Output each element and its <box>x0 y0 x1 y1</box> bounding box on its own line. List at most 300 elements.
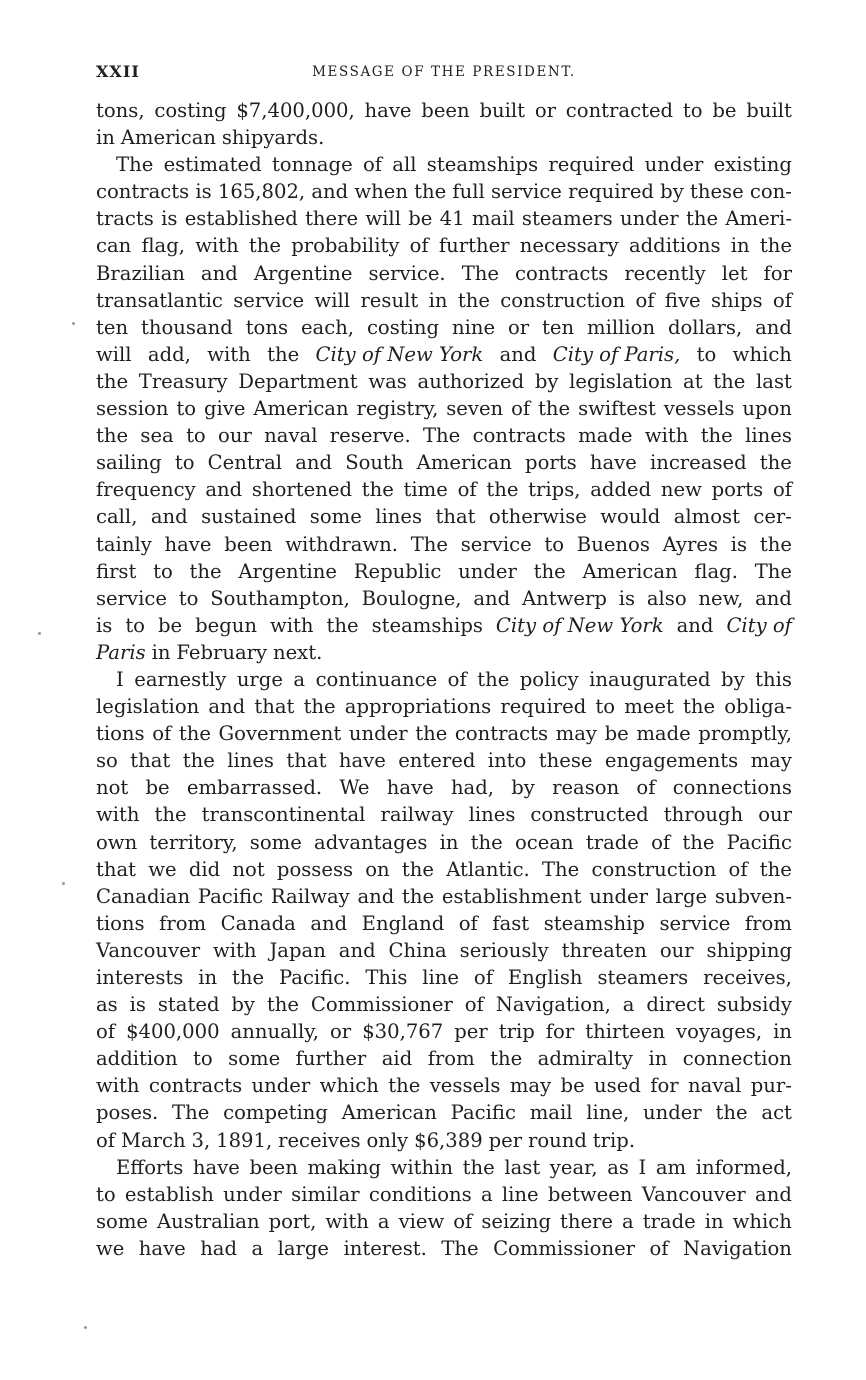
word: from <box>427 1047 475 1071</box>
word: connections <box>672 776 792 800</box>
word: of <box>728 857 748 881</box>
word: Vancouver <box>96 938 201 962</box>
text-line <box>96 205 792 232</box>
text-line <box>96 178 792 205</box>
text-line <box>96 1154 792 1181</box>
word: of <box>453 1209 473 1233</box>
word: of <box>651 830 671 854</box>
word: Vancouver <box>641 1182 746 1206</box>
word: lines <box>468 803 516 827</box>
word: advantages <box>314 830 428 854</box>
word: all <box>392 153 417 177</box>
word: and <box>755 586 792 610</box>
word: City of <box>726 613 792 637</box>
word: tonnage <box>271 153 353 177</box>
word: that <box>286 749 327 773</box>
word: is <box>618 586 636 610</box>
word: new <box>660 478 702 502</box>
word: with <box>213 938 257 962</box>
word: we <box>96 1236 125 1260</box>
text-line <box>96 883 792 910</box>
word: addition <box>96 1047 178 1071</box>
word: American <box>341 1101 437 1125</box>
word: that <box>130 749 171 773</box>
word: ports <box>525 451 577 475</box>
word: thirteen <box>585 1020 666 1044</box>
word: Pacific. <box>278 966 351 989</box>
word: earnestly <box>134 667 227 691</box>
word: and <box>357 884 395 908</box>
word: with <box>270 613 314 637</box>
word: add, <box>147 342 191 366</box>
word: each, <box>300 315 355 339</box>
word: our <box>659 938 694 962</box>
word: The <box>461 261 499 285</box>
word: stated <box>157 993 220 1017</box>
word: contracts <box>96 180 190 204</box>
text-line <box>96 991 792 1018</box>
word: Pacific <box>726 830 792 854</box>
word: the <box>759 234 792 258</box>
word: the <box>96 424 129 448</box>
word: registry, <box>356 397 439 421</box>
word: continuance <box>315 667 438 691</box>
word: and <box>755 315 792 339</box>
word: have <box>164 532 212 556</box>
word: England <box>361 911 445 935</box>
word: under <box>644 153 704 177</box>
word: I <box>638 1155 647 1179</box>
word: by <box>231 993 255 1017</box>
word: the <box>538 397 571 421</box>
word: for <box>650 1074 679 1098</box>
word: to <box>125 613 145 637</box>
word: some <box>96 1209 149 1233</box>
word: the <box>248 234 281 258</box>
word: receives, <box>703 966 792 989</box>
word: view <box>398 1209 445 1233</box>
word: costing <box>154 99 227 122</box>
word: service <box>96 586 167 610</box>
word: March <box>120 1128 186 1152</box>
word: through <box>663 803 744 827</box>
word: and <box>676 613 714 637</box>
word: required <box>548 153 635 177</box>
word: and <box>208 695 246 719</box>
word: the <box>388 1074 421 1098</box>
word: trips, <box>528 478 581 502</box>
word: begun <box>195 613 258 637</box>
word: shipping <box>706 938 792 962</box>
word: contracted <box>565 99 674 122</box>
word: 165,802, <box>217 180 306 204</box>
word: of <box>473 966 493 989</box>
word: a <box>622 993 635 1017</box>
word: some <box>228 1047 281 1071</box>
word: the <box>154 803 187 827</box>
word: the <box>266 993 299 1017</box>
word: mail <box>471 207 515 231</box>
word: a <box>251 1236 264 1260</box>
word: act <box>761 1101 792 1125</box>
word: of <box>362 153 383 177</box>
word: Commissioner <box>493 1236 636 1260</box>
word: making <box>307 1155 382 1179</box>
word: tons, <box>96 99 145 122</box>
word: of <box>447 667 467 691</box>
word: large <box>277 1236 330 1260</box>
word: be <box>408 207 433 231</box>
text-line <box>96 1181 792 1208</box>
word: established <box>184 207 298 231</box>
word: the <box>759 532 792 556</box>
word: entered <box>398 749 476 773</box>
word: lines <box>745 424 792 448</box>
word: is <box>96 613 113 637</box>
word: the <box>759 857 792 881</box>
text-line <box>96 720 792 747</box>
body-text <box>96 97 792 1262</box>
word: threaten <box>561 938 647 962</box>
word: may <box>555 722 598 746</box>
word: was <box>368 369 407 393</box>
word: be <box>604 722 629 746</box>
text-line <box>96 368 792 395</box>
word: last <box>504 1155 541 1179</box>
word: under <box>458 559 517 583</box>
word: with <box>644 424 689 448</box>
word: may <box>750 749 792 773</box>
word: The <box>541 857 580 881</box>
word: the <box>361 478 394 502</box>
word: lines <box>375 505 423 529</box>
word: vessels <box>429 1074 501 1098</box>
word: further <box>295 1047 367 1071</box>
word: tons <box>245 315 289 339</box>
word: to <box>178 586 199 610</box>
word: some <box>249 830 302 854</box>
word: further <box>438 234 510 258</box>
paper-speck <box>62 882 65 885</box>
word: promptly, <box>698 722 792 746</box>
word: on <box>365 857 390 881</box>
word: may <box>509 1074 552 1098</box>
word: poses. <box>96 1101 159 1125</box>
text-line <box>96 449 792 476</box>
word: flag. <box>694 559 738 583</box>
word: embarrassed. <box>186 776 323 800</box>
word: City of New York <box>315 342 484 366</box>
word: will <box>365 207 401 231</box>
word: that <box>96 857 137 881</box>
word: had, <box>450 776 495 800</box>
word: line, <box>586 1101 630 1125</box>
word: additions <box>628 234 721 258</box>
word: with <box>96 1074 140 1098</box>
word: to <box>186 424 206 448</box>
word: there <box>559 1209 614 1233</box>
word: and <box>473 586 511 610</box>
word: been <box>224 532 273 556</box>
word: Canadian <box>96 884 191 908</box>
word: of <box>772 288 792 312</box>
word: the <box>96 369 129 393</box>
word: per <box>454 1020 488 1044</box>
word: have <box>589 451 637 475</box>
word: fast <box>492 911 530 935</box>
word: Republic <box>353 559 442 583</box>
word: nine <box>451 315 496 339</box>
word: the <box>486 478 519 502</box>
word: construction <box>591 857 717 881</box>
word: been <box>421 99 470 122</box>
word: the <box>715 1101 748 1125</box>
word: the <box>477 667 510 691</box>
word: policy <box>519 667 579 691</box>
word: to <box>176 397 197 421</box>
word: and <box>311 180 349 204</box>
text-line <box>96 1208 792 1235</box>
word: service <box>490 180 562 204</box>
word: interest. <box>343 1236 427 1260</box>
word: is <box>161 207 178 231</box>
text-line <box>96 1127 792 1154</box>
word: Japan <box>269 938 326 962</box>
word: inaugurated <box>589 667 711 691</box>
word: voyages, <box>676 1020 763 1044</box>
word: ships <box>711 288 763 312</box>
word: con- <box>749 180 792 204</box>
word: would <box>600 505 661 529</box>
text-line <box>96 232 792 259</box>
word: subsidy <box>716 993 792 1017</box>
word: The <box>410 532 449 556</box>
word: shortened <box>251 478 352 502</box>
text-line <box>96 476 792 503</box>
word: our <box>218 424 252 448</box>
word: the <box>401 857 434 881</box>
word: from <box>744 911 792 935</box>
word: the <box>683 695 716 719</box>
word: 3, <box>191 1128 211 1152</box>
word: $30,767 <box>362 1020 444 1044</box>
text-line <box>96 287 792 314</box>
word: to <box>696 342 717 366</box>
word: Railway <box>270 884 350 908</box>
word: Canada <box>220 911 296 935</box>
word: of <box>636 776 656 800</box>
word: Paris <box>96 640 146 664</box>
word: can <box>96 234 132 258</box>
word: The <box>172 1101 210 1125</box>
word: interests <box>96 966 184 989</box>
word: conditions <box>368 1182 472 1206</box>
word: of <box>96 1128 116 1152</box>
word: informed, <box>695 1155 792 1179</box>
word: February <box>176 640 268 664</box>
word: the <box>303 695 336 719</box>
word: Navigation, <box>495 993 611 1017</box>
word: and <box>205 478 243 502</box>
word: similar <box>291 1182 360 1206</box>
word: thousand <box>140 315 233 339</box>
word: did <box>188 857 221 881</box>
word: China <box>388 938 447 962</box>
word: cer- <box>753 505 792 529</box>
word: increased <box>649 451 747 475</box>
word: not <box>96 776 129 800</box>
word: construction <box>500 288 626 312</box>
word: session <box>96 397 169 421</box>
word: of <box>635 288 655 312</box>
word: also <box>646 586 687 610</box>
text-line <box>96 774 792 801</box>
word: between <box>547 1182 633 1206</box>
word: with <box>195 234 239 258</box>
word: sustained <box>201 505 297 529</box>
word: steamships <box>426 153 539 177</box>
word: of <box>649 1236 669 1260</box>
word: This <box>365 966 408 989</box>
text-line <box>96 612 792 639</box>
word: service <box>460 532 532 556</box>
word: that <box>435 505 476 529</box>
text-line <box>96 531 792 558</box>
word: tions <box>96 722 145 746</box>
word: Southampton, <box>210 586 350 610</box>
word: have <box>338 749 386 773</box>
word: competing <box>223 1101 328 1125</box>
word: seven <box>446 397 504 421</box>
word: with <box>96 803 140 827</box>
running-head: MESSAGE OF THE PRESIDENT. <box>312 64 576 80</box>
word: pur- <box>750 1074 792 1098</box>
word: frequency <box>96 478 196 502</box>
word: trade <box>642 1209 696 1233</box>
word: swiftest <box>578 397 656 421</box>
word: of <box>464 993 484 1017</box>
word: year, <box>549 1155 598 1179</box>
word: Antwerp <box>521 586 607 610</box>
word: seriously <box>459 938 549 962</box>
word: tainly <box>96 532 152 556</box>
word: under <box>589 884 648 908</box>
word: $7,400,000, <box>236 99 355 122</box>
word: a <box>622 1209 634 1233</box>
text-line <box>96 341 792 368</box>
word: these <box>689 180 744 204</box>
word: the <box>686 207 719 231</box>
word: reason <box>552 776 620 800</box>
word: the <box>462 1155 495 1179</box>
word: direct <box>646 993 705 1017</box>
word: the <box>470 830 503 854</box>
word: for <box>545 1020 575 1044</box>
word: ocean <box>514 830 574 854</box>
text-line <box>96 937 792 964</box>
word: or <box>330 1020 352 1044</box>
text-line <box>96 910 792 937</box>
word: next. <box>272 640 323 664</box>
text-line <box>96 422 792 449</box>
word: in <box>428 288 448 312</box>
word: which <box>732 342 792 366</box>
word: time <box>403 478 448 502</box>
word: Brazilian <box>96 261 185 285</box>
word: to <box>544 532 565 556</box>
word: costing <box>366 315 440 339</box>
word: flag, <box>141 234 185 258</box>
word: the <box>178 722 211 746</box>
word: be <box>157 613 183 637</box>
word: 41 <box>439 207 465 231</box>
word: into <box>487 749 527 773</box>
word: legislation <box>569 369 673 393</box>
word: to <box>174 451 195 475</box>
word: the <box>415 722 448 746</box>
word: Ameri- <box>725 207 792 231</box>
word: there <box>305 207 359 231</box>
text-line <box>96 1072 792 1099</box>
word: and <box>755 1182 792 1206</box>
word: by <box>660 180 684 204</box>
text-line <box>96 97 792 124</box>
word: ten <box>96 315 129 339</box>
word: American <box>582 559 678 583</box>
word: to <box>153 559 173 583</box>
word: urge <box>236 667 283 691</box>
word: transcontinental <box>201 803 366 827</box>
word: Pacific <box>450 1101 516 1125</box>
word: Boulogne, <box>361 586 462 610</box>
text-line <box>96 1018 792 1045</box>
word: naval <box>264 424 318 448</box>
word: used <box>594 1074 641 1098</box>
text-line <box>96 1099 792 1126</box>
word: which <box>732 1209 792 1233</box>
word: mail <box>529 1101 573 1125</box>
word: last <box>756 369 792 393</box>
word: existing <box>713 153 792 177</box>
word: connection <box>682 1047 792 1071</box>
word: the <box>713 369 746 393</box>
word: and <box>295 451 333 475</box>
word: and <box>150 505 188 529</box>
word: our <box>758 803 792 827</box>
word: the <box>182 749 215 773</box>
text-line <box>96 1045 792 1072</box>
word: to <box>682 99 703 122</box>
word: Australian <box>157 1209 260 1233</box>
word: tions <box>96 911 145 935</box>
word: not <box>232 857 265 881</box>
word: in <box>773 1020 792 1044</box>
word: this <box>755 667 792 691</box>
word: probability <box>291 234 400 258</box>
word: legislation <box>96 695 200 719</box>
word: aid <box>381 1047 413 1071</box>
word: shipyards. <box>221 126 325 150</box>
word: withdrawn. <box>285 532 399 556</box>
word: call, <box>96 505 138 529</box>
text-line <box>96 585 792 612</box>
word: and <box>310 911 348 935</box>
text-line <box>96 666 792 693</box>
word: have <box>192 1155 240 1179</box>
word: We <box>339 776 370 800</box>
text-line <box>96 964 792 991</box>
word: Department <box>238 369 358 393</box>
